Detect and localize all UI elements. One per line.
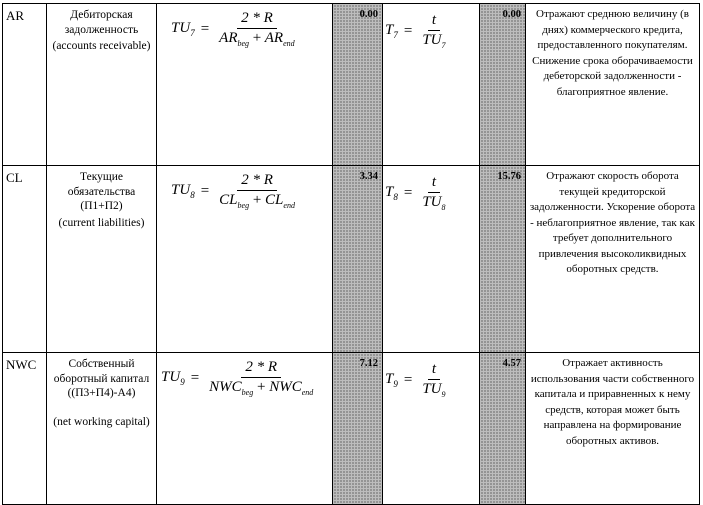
- formula-index: 7: [393, 30, 398, 40]
- formula-index: 9: [180, 377, 185, 387]
- turnover-value: 7.12: [333, 353, 383, 505]
- equals-sign: =: [403, 22, 413, 39]
- formula-index: 8: [393, 192, 398, 202]
- indicator-name-en: (current liabilities): [58, 216, 145, 229]
- formula-denominator: $AR_{beg} + AR_{end}$: [219, 30, 295, 48]
- equals-sign: =: [200, 20, 210, 37]
- formula-numerator: 2 * R: [237, 10, 277, 29]
- table-row: [3, 353, 700, 505]
- indicator-name-ru: Текущие обязательства (П1+П2): [67, 171, 136, 212]
- indicator-name: [47, 353, 157, 505]
- turnover-formula: [157, 4, 333, 166]
- formula-symbol: T: [385, 22, 394, 38]
- formula-denominator: $TU_8$: [422, 194, 446, 212]
- turnover-formula: [157, 166, 333, 353]
- indicator-name-ru: Собственный оборотный капитал ((П3+П4)-А4): [53, 358, 150, 399]
- formula-denominator: $NWC_{beg} + NWC_{end}$: [209, 379, 314, 397]
- indicator-code: CL: [3, 166, 47, 353]
- equals-sign: =: [190, 369, 200, 386]
- formula-numerator: t: [428, 361, 440, 380]
- formula-index: 7: [190, 28, 195, 38]
- equals-sign: =: [403, 184, 413, 201]
- ratio-table: [2, 3, 700, 505]
- period-formula: [383, 166, 480, 353]
- formula-symbol: TU: [171, 20, 191, 36]
- period-value: 15.76: [480, 166, 526, 353]
- period-formula: [383, 353, 480, 505]
- indicator-description: Отражают среднюю величину (в днях) коммерческого кредита, предоставленного покупателям. Снижение срока оборачиваемости дебеторской задолженности - благоприятное явление.: [526, 4, 700, 166]
- indicator-name: [47, 166, 157, 353]
- indicator-name-ru: Дебиторская задолженность: [64, 9, 139, 36]
- formula-symbol: T: [385, 371, 394, 387]
- formula-symbol: T: [385, 184, 394, 200]
- formula-numerator: t: [428, 12, 440, 31]
- indicator-code: AR: [3, 4, 47, 166]
- indicator-name-en: (net working capital): [53, 415, 150, 428]
- indicator-name: [47, 4, 157, 166]
- formula-numerator: 2 * R: [237, 172, 277, 191]
- formula-denominator: $CL_{beg} + CL_{end}$: [219, 192, 295, 210]
- formula-symbol: TU: [161, 369, 181, 385]
- indicator-name-en: (accounts receivable): [52, 40, 151, 52]
- period-value: 4.57: [480, 353, 526, 505]
- turnover-formula: [157, 353, 333, 505]
- indicator-code: NWC: [3, 353, 47, 505]
- table-row: [3, 166, 700, 353]
- period-value: 0.00: [480, 4, 526, 166]
- indicator-description: Отражают скорость оборота текущей кредиторской задолженности. Ускорение оборота - неблагоприятное явление, так как требует дополнительного привлечения высоколиквидных оборотных средств.: [526, 166, 700, 353]
- turnover-value: 0.00: [333, 4, 383, 166]
- equals-sign: =: [403, 371, 413, 388]
- formula-index: 8: [190, 190, 195, 200]
- turnover-value: 3.34: [333, 166, 383, 353]
- formula-denominator: $TU_9$: [422, 381, 446, 399]
- period-formula: [383, 4, 480, 166]
- equals-sign: =: [200, 182, 210, 199]
- formula-symbol: TU: [171, 182, 191, 198]
- indicator-description: Отражает активность использования части собственного капитала и приравненных к нему средств, которая может быть направлена на формирование оборотных активов.: [526, 353, 700, 505]
- formula-numerator: t: [428, 174, 440, 193]
- formula-index: 9: [393, 379, 398, 389]
- formula-numerator: 2 * R: [241, 359, 281, 378]
- table-row: [3, 4, 700, 166]
- formula-denominator: $TU_7$: [422, 32, 446, 50]
